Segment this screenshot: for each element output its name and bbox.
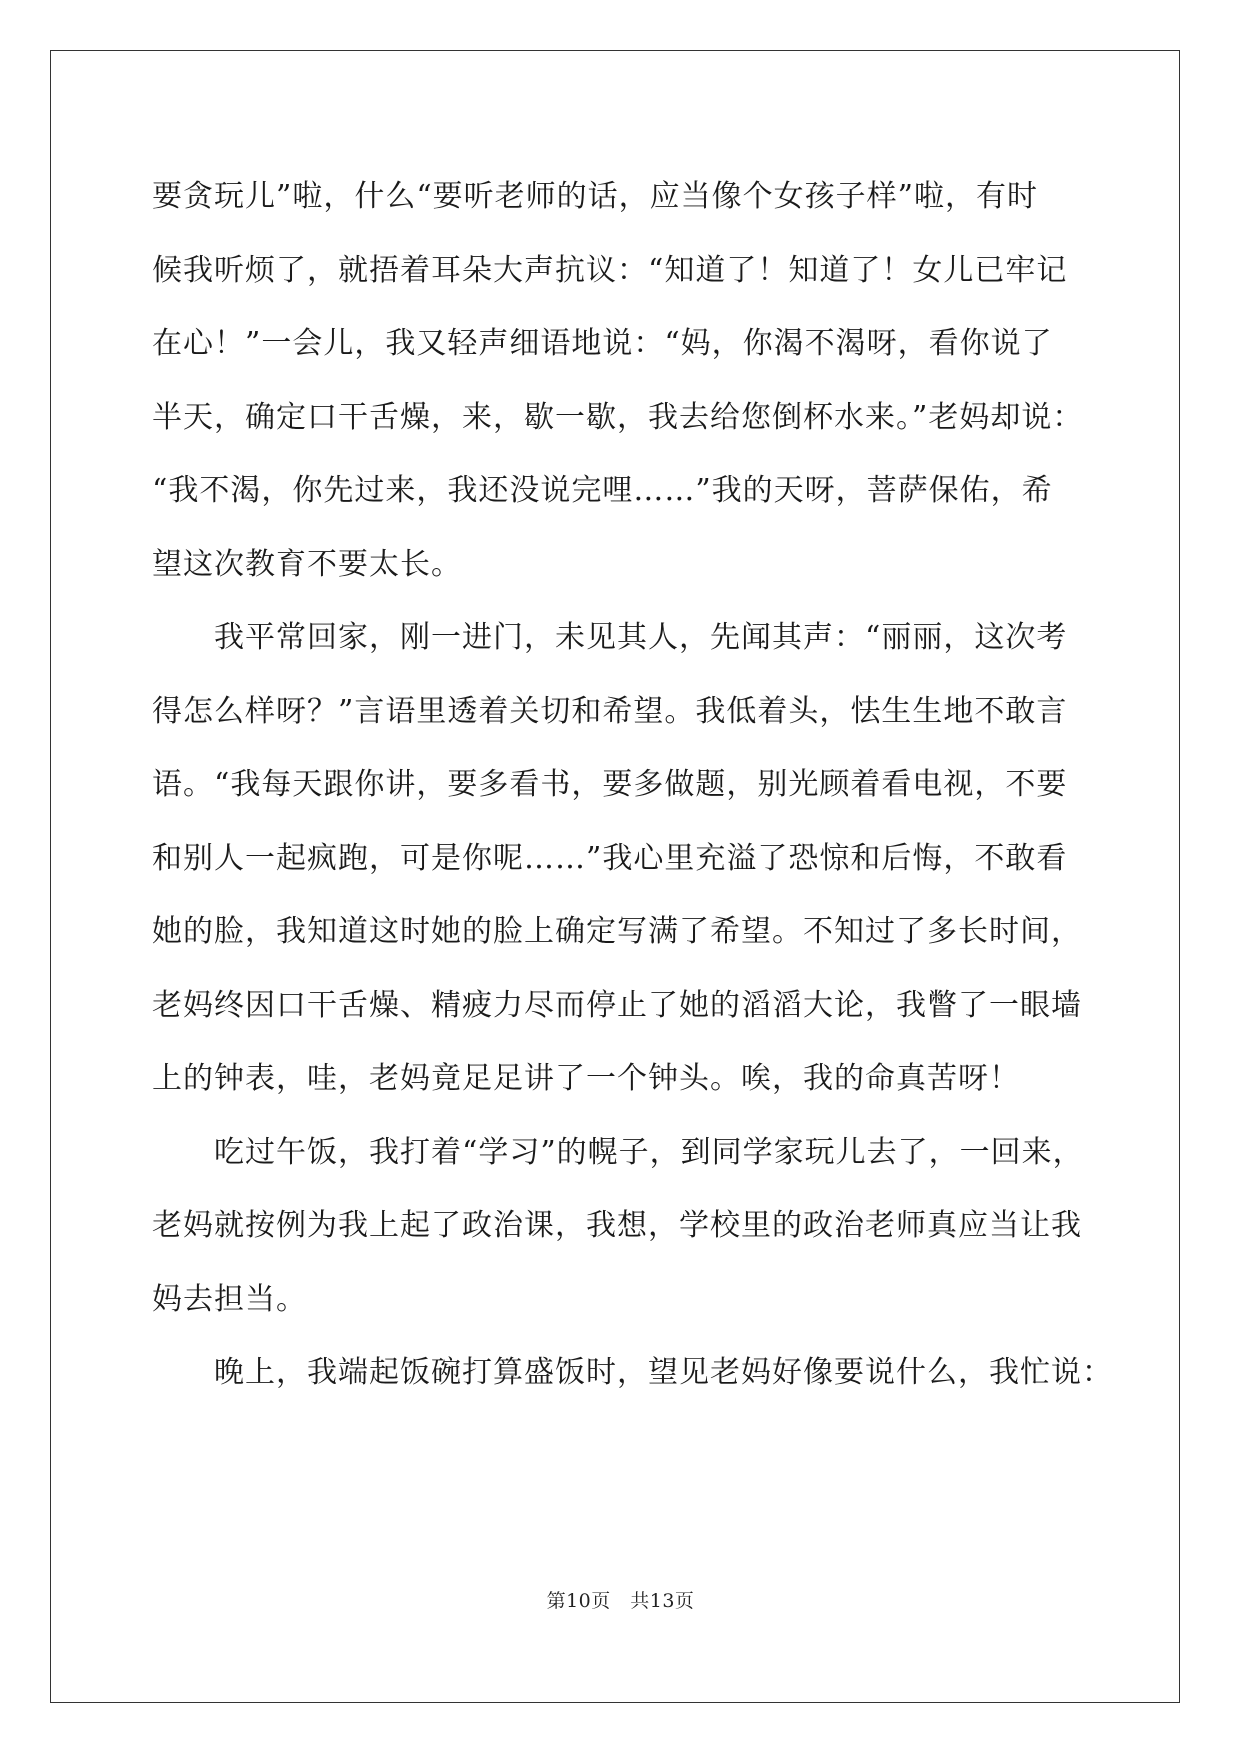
text-line: 半天，确定口干舌燥，来，歇一歇，我去给您倒杯水来。”老妈却说： [152,399,1084,435]
text-line: 我平常回家，刚一进门，未见其人，先闻其声：“丽丽，这次考 [214,620,1068,655]
paragraph-1 [152,160,1092,601]
text-line: 候我听烦了，就捂着耳朵大声抗议：“知道了！知道了！女儿已牢记 [152,252,1068,288]
text-line: 她的脸，我知道这时她的脸上确定写满了希望。不知过了多长时间， [152,914,1082,949]
text-line: “我不渴，你先过来，我还没说完哩……”我的天呀，菩萨保佑，希 [152,473,1053,508]
text-line: 得怎么样呀？”言语里透着关切和希望。我低着头，怯生生地不敢言 [152,693,1068,729]
text-line: 语。“我每天跟你讲，要多看书，要多做题，别光顾着看电视，不要 [152,767,1068,802]
text-line: 老妈就按例为我上起了政治课，我想，学校里的政治老师真应当让我 [152,1208,1082,1243]
paragraph-3 [152,1116,1092,1337]
text-line: 老妈终因口干舌燥、精疲力尽而停止了她的滔滔大论，我瞥了一眼墙 [152,987,1082,1023]
text-line: 晚上，我端起饭碗打算盛饭时，望见老妈好像要说什么，我忙说： [214,1355,1113,1390]
paragraph-2 [152,601,1092,1116]
text-line: 吃过午饭，我打着“学习”的幌子，到同学家玩儿去了，一回来， [214,1134,1084,1170]
text-line: 望这次教育不要太长。 [152,546,462,582]
text-line: 在心！”一会儿，我又轻声细语地说：“妈，你渴不渴呀，看你说了 [152,326,1053,361]
text-line: 要贪玩儿”啦，什么“要听老师的话，应当像个女孩子样”啦，有时 [152,179,1039,214]
document-body [152,160,1113,1410]
text-line: 上的钟表，哇，老妈竟足足讲了一个钟头。唉，我的命真苦呀！ [152,1061,1020,1096]
text-line: 和别人一起疯跑，可是你呢……”我心里充溢了恐惊和后悔，不敢看 [152,840,1068,876]
paragraph-4 [152,1336,1113,1410]
text-line: 妈去担当。 [152,1281,307,1317]
page-number-footer: 第10页 共13页 [546,1590,695,1612]
